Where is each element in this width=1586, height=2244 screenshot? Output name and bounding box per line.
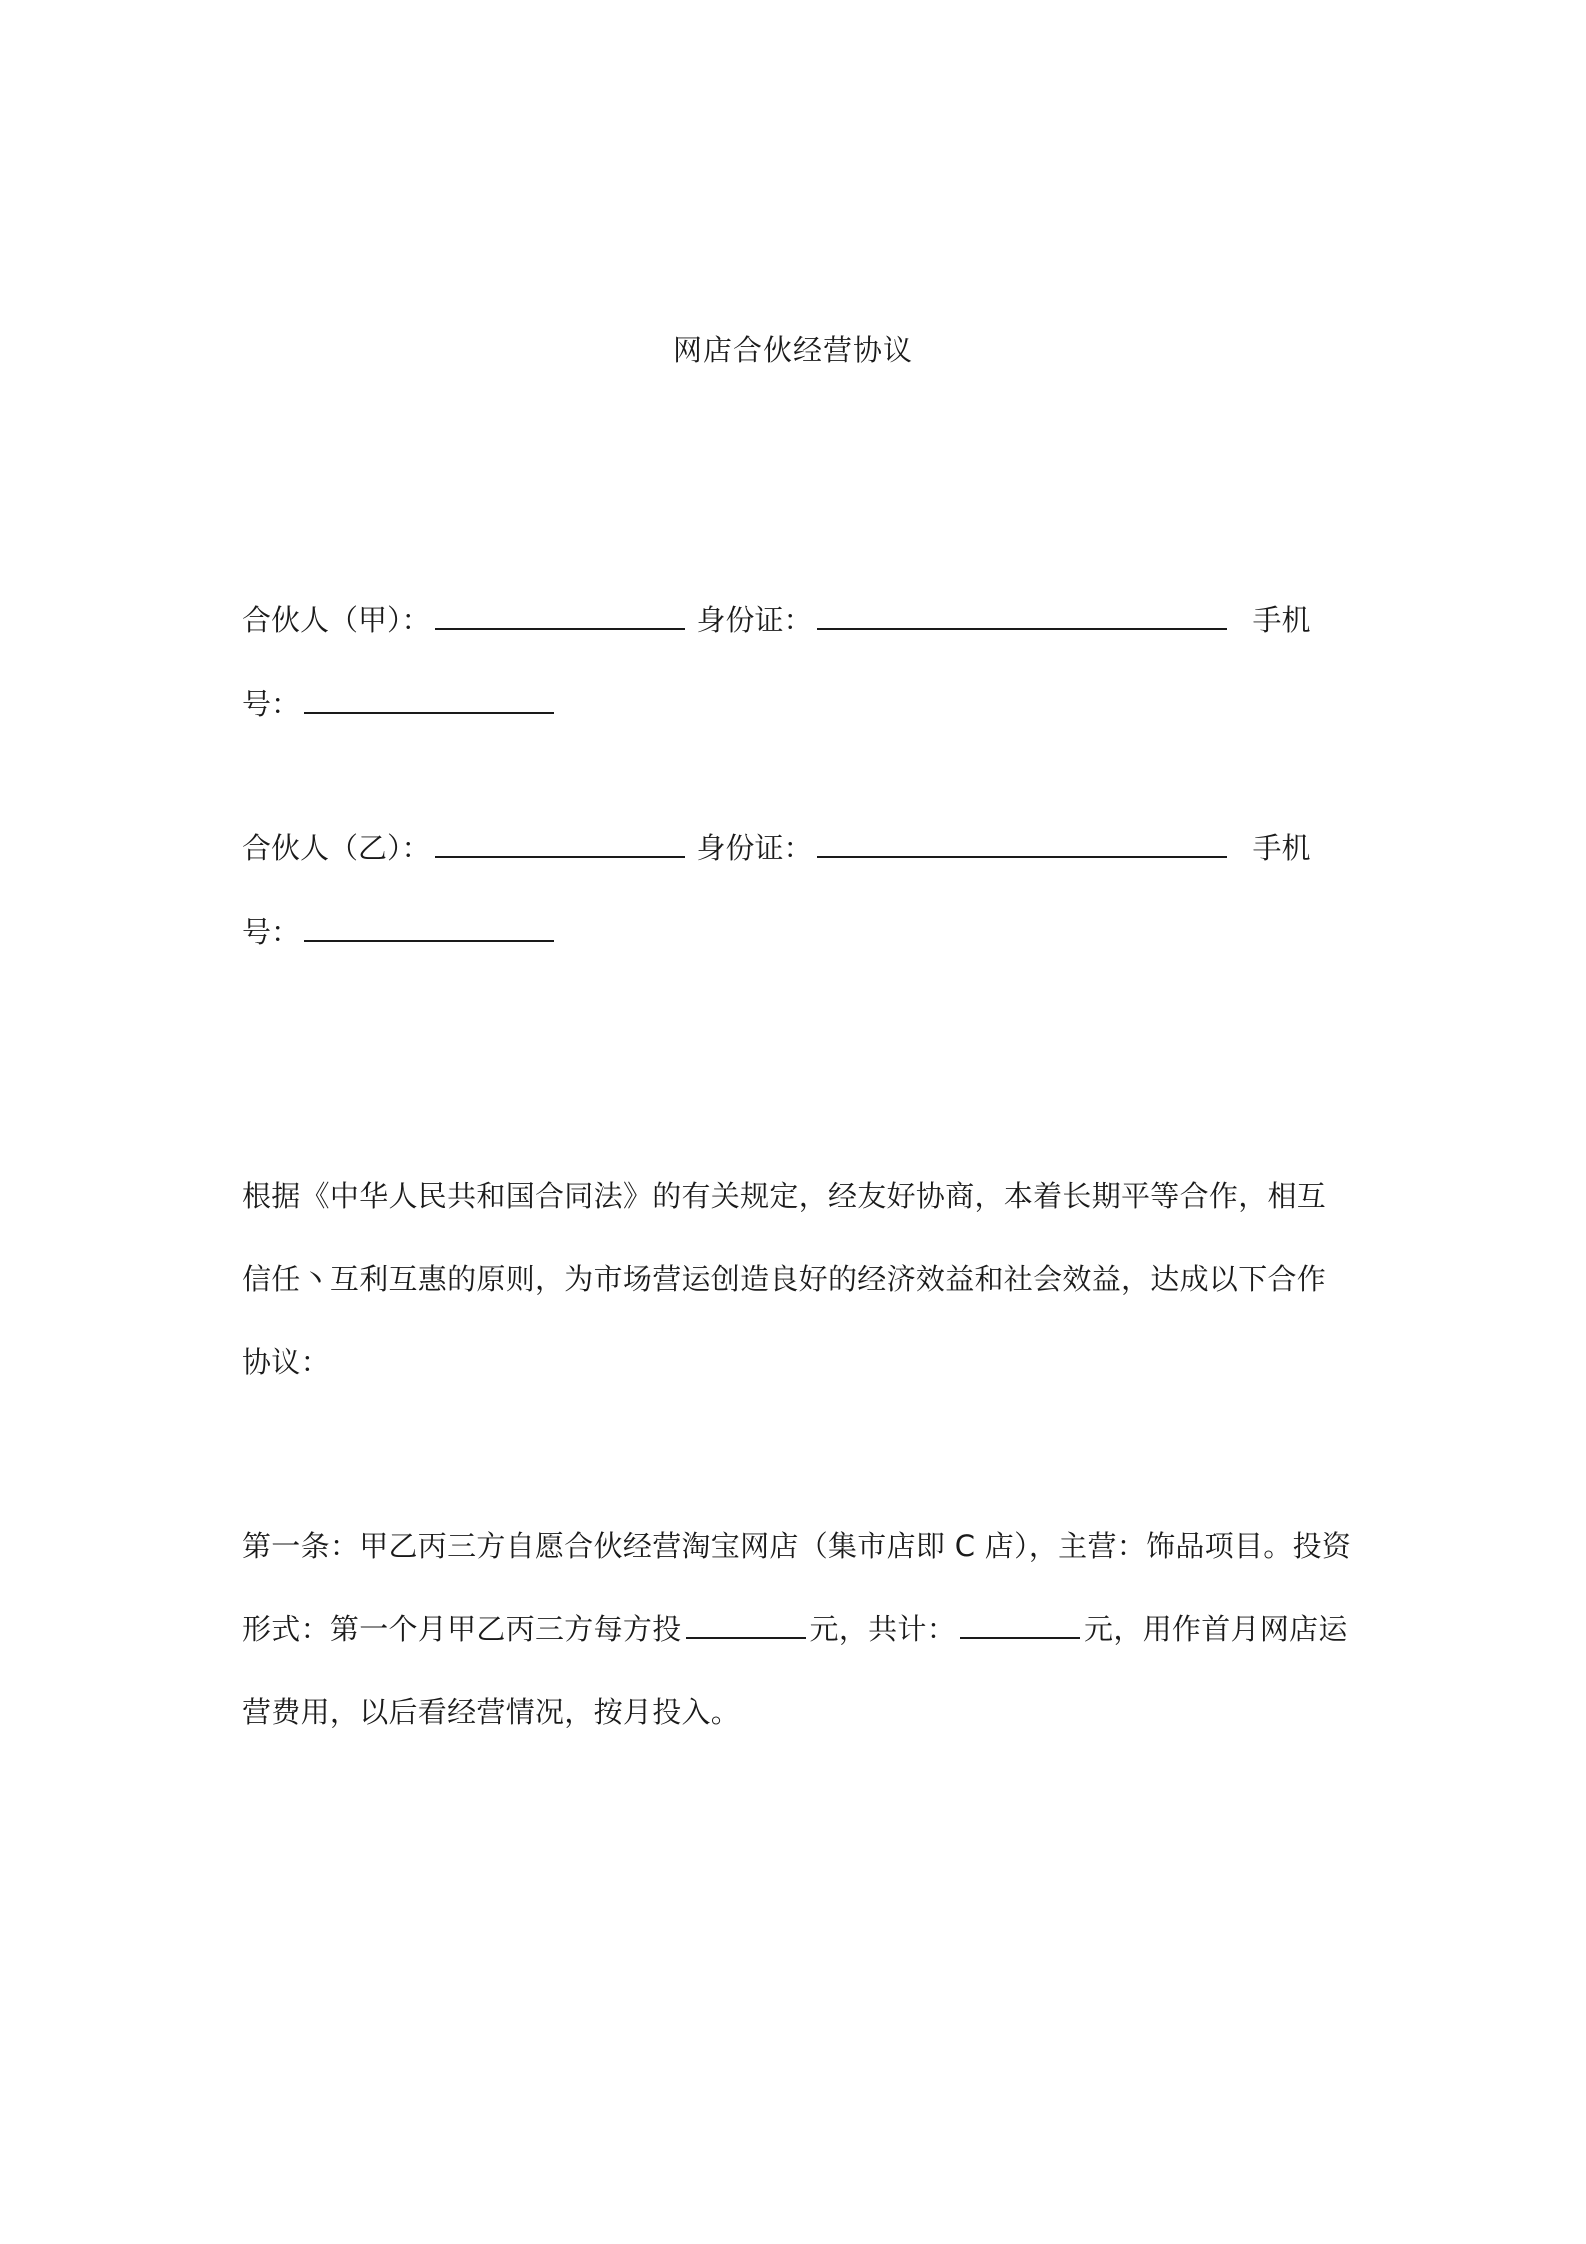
party-b-phone-label-2: 号： xyxy=(242,915,301,949)
party-b-phone-line xyxy=(242,912,1362,952)
party-a-phone-line xyxy=(242,684,1362,724)
article-1-text-3: 元，用作首月网店运营费用，以后看经营情况，按月投入。 xyxy=(242,1612,1348,1729)
article-1-paragraph xyxy=(242,1505,1352,1754)
party-b-line xyxy=(242,828,1362,868)
party-b-id-blank[interactable] xyxy=(817,828,1227,858)
party-b-id-label: 身份证： xyxy=(696,831,813,865)
preamble-paragraph: 根据《中华人民共和国合同法》的有关规定，经友好协商，本着长期平等合作，相互信任丶互利互惠的原则，为市场营运创造良好的经济效益和社会效益，达成以下合作协议： xyxy=(242,1179,1327,1379)
article-1-text-1: 第一条：甲乙丙三方自愿合伙经营淘宝网店（集市店即 C 店），主营：饰品项目。投资形式：第一个月甲乙丙三方每方投 xyxy=(242,1529,1352,1646)
article-1-text-2: 元，共计： xyxy=(809,1612,957,1646)
article-1-amount-each-blank[interactable] xyxy=(686,1609,806,1639)
party-a-phone-label-2: 号： xyxy=(242,687,301,721)
party-a-id-label: 身份证： xyxy=(696,603,813,637)
party-a-id-blank[interactable] xyxy=(817,600,1227,630)
party-a-phone-blank[interactable] xyxy=(304,684,554,714)
party-b-phone-label-1: 手机 xyxy=(1252,831,1311,865)
party-b-name-blank[interactable] xyxy=(435,828,685,858)
article-1-amount-total-blank[interactable] xyxy=(960,1609,1080,1639)
party-b-phone-blank[interactable] xyxy=(304,912,554,942)
document-title: 网店合伙经营协议 xyxy=(672,333,913,367)
party-a-line xyxy=(242,600,1362,640)
party-a-name-blank[interactable] xyxy=(435,600,685,630)
party-a-phone-label-1: 手机 xyxy=(1252,603,1311,637)
party-a-label: 合伙人（甲）： xyxy=(242,603,431,637)
party-b-label: 合伙人（乙）： xyxy=(242,831,431,865)
